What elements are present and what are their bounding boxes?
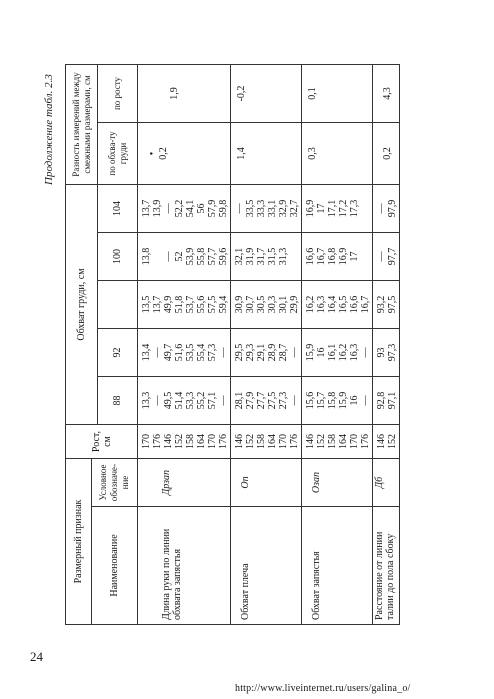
value-cell: 97,7	[387, 247, 398, 266]
height-cell: 176	[218, 434, 229, 449]
measurements-table	[65, 64, 400, 625]
diff-chest-cell: 0,2	[158, 147, 169, 160]
value-cell: 53,7	[185, 295, 196, 314]
value-cell: 57,1	[207, 391, 218, 410]
value-cell: 52	[174, 251, 185, 262]
value-cell: 15,8	[327, 391, 338, 410]
value-cell: 59,4	[218, 295, 229, 314]
value-cell: 16,7	[316, 247, 327, 266]
value-cell: 97,9	[387, 199, 398, 218]
value-cell: 49,5	[163, 391, 174, 410]
value-cell: 30,3	[267, 295, 278, 314]
value-cell: 97,3	[387, 343, 398, 362]
height-cell: 152	[174, 434, 185, 449]
header-diff-chest: по обхва-ту груди	[98, 122, 138, 184]
value-cell: 17,3	[349, 199, 360, 218]
value-cell: —	[152, 395, 163, 406]
value-cell: 16,3	[316, 295, 327, 314]
value-cell: 31,9	[245, 247, 256, 266]
value-cell: —	[234, 203, 245, 214]
table-continuation-caption: Продолжение табл. 2.3	[43, 74, 55, 185]
value-cell: 51,4	[174, 391, 185, 410]
header-symbol: Условное обозначе-ние	[92, 459, 138, 507]
diff-chest-cell: 0,3	[307, 147, 318, 160]
header-chest: Обхват груди, см	[66, 184, 98, 424]
value-cell: 27,7	[256, 391, 267, 410]
value-cell: 57,7	[207, 247, 218, 266]
value-cell: 17	[349, 251, 360, 262]
table-row	[138, 64, 231, 624]
page-number: 24	[30, 649, 43, 664]
height-cell: 146	[234, 434, 245, 449]
height-cell: 176	[289, 434, 300, 449]
diff-chest-cell: 1,4	[236, 147, 247, 160]
height-cell: 152	[316, 434, 327, 449]
value-cell: 55,8	[196, 247, 207, 266]
value-cell: 16,9	[305, 199, 316, 218]
height-cell: 152	[387, 434, 398, 449]
value-cell: 29,1	[256, 343, 267, 362]
value-cell: —	[218, 395, 229, 406]
header-feature: Размерный признак	[66, 459, 92, 625]
value-cell	[360, 187, 371, 230]
table-row	[373, 64, 400, 624]
value-cell: 13,3	[141, 391, 152, 410]
height-cell: 164	[196, 434, 207, 449]
value-cell: 30,7	[245, 295, 256, 314]
height-cell: 164	[267, 434, 278, 449]
height-cell: 176	[152, 434, 163, 449]
value-cell: 15,7	[316, 391, 327, 410]
height-cell: 176	[360, 434, 371, 449]
value-cell: —	[360, 347, 371, 358]
value-cell: 31,7	[256, 247, 267, 266]
value-cell: 16,2	[338, 343, 349, 362]
value-cell: 13,8	[141, 247, 152, 266]
value-cell: 51,8	[174, 295, 185, 314]
value-cell: 33,5	[245, 199, 256, 218]
value-cell: 30,1	[278, 295, 289, 314]
value-cell: 57,5	[207, 295, 218, 314]
value-cell: —	[289, 395, 300, 406]
value-cell: 93	[376, 347, 387, 358]
value-cell: 29,9	[289, 295, 300, 314]
value-cell: 55,2	[196, 391, 207, 410]
value-cell: 16,4	[327, 295, 338, 314]
height-cell: 170	[207, 434, 218, 449]
header-chest-96	[98, 281, 138, 329]
header-chest-92: 92	[98, 329, 138, 377]
value-cell: 32,9	[278, 199, 289, 218]
value-cell: 33,1	[267, 199, 278, 218]
value-cell: 16,9	[338, 247, 349, 266]
value-cell: 27,9	[245, 391, 256, 410]
value-cell: 16,3	[349, 343, 360, 362]
value-cell: 16	[316, 347, 327, 358]
value-cell: 16,5	[338, 295, 349, 314]
value-cell: 57,3	[207, 343, 218, 362]
height-cell: 158	[327, 434, 338, 449]
height-cell: 146	[376, 434, 387, 449]
value-cell: 31,5	[267, 247, 278, 266]
value-cell: 27,3	[278, 391, 289, 410]
value-cell: 59,6	[218, 247, 229, 266]
value-cell: —	[376, 251, 387, 262]
value-cell: 13,7	[152, 295, 163, 314]
value-cell: 56	[196, 203, 207, 214]
value-cell: 33,3	[256, 199, 267, 218]
row-name: Длина руки по линии обхвата запястья	[161, 528, 183, 620]
header-name: Наименование	[92, 507, 138, 625]
row-symbol: Озап	[311, 471, 322, 494]
value-cell: 16,2	[305, 295, 316, 314]
value-cell: 16,7	[360, 295, 371, 314]
header-height: Рост, см	[66, 425, 138, 459]
value-cell	[152, 235, 163, 278]
value-cell: 28,7	[278, 343, 289, 362]
value-cell: 13,5	[141, 295, 152, 314]
value-cell: 16,8	[327, 247, 338, 266]
value-cell: 16,6	[349, 295, 360, 314]
value-cell: 28,1	[234, 391, 245, 410]
value-cell: 29,3	[245, 343, 256, 362]
diff-height-cell: 1,9	[169, 87, 180, 100]
value-cell: 53,3	[185, 391, 196, 410]
diff-chest-cell: •	[147, 151, 158, 156]
value-cell: —	[152, 347, 163, 358]
value-cell: 32,1	[234, 247, 245, 266]
value-cell: 16	[349, 395, 360, 406]
value-cell: 55,4	[196, 343, 207, 362]
header-chest-88: 88	[98, 377, 138, 425]
row-symbol: Оп	[240, 476, 251, 489]
value-cell: 49,7	[163, 343, 174, 362]
value-cell: 29,5	[234, 343, 245, 362]
value-cell: 17,1	[327, 199, 338, 218]
row-name: Обхват плеча	[240, 563, 251, 620]
value-cell: —	[360, 395, 371, 406]
value-cell: 53,5	[185, 343, 196, 362]
value-cell: 13,7	[141, 199, 152, 218]
value-cell: 15,9	[338, 391, 349, 410]
value-cell: 27,5	[267, 391, 278, 410]
value-cell: 32,7	[289, 199, 300, 218]
height-cell: 170	[141, 434, 152, 449]
value-cell: 17	[316, 203, 327, 214]
value-cell: 28,9	[267, 343, 278, 362]
header-diff-height: по росту	[98, 64, 138, 122]
diff-height-cell: -0,2	[236, 85, 247, 102]
value-cell: 97,1	[387, 391, 398, 410]
height-cell: 146	[163, 434, 174, 449]
height-cell: 164	[338, 434, 349, 449]
table-row	[231, 64, 302, 624]
value-cell: —	[218, 347, 229, 358]
value-cell: 17,2	[338, 199, 349, 218]
footer-url: http://www.liveinternet.ru/users/galina_o/	[235, 683, 411, 694]
value-cell: —	[163, 203, 174, 214]
value-cell: —	[376, 203, 387, 214]
value-cell: —	[163, 251, 174, 262]
row-name: Обхват запястья	[311, 551, 322, 620]
header-diff: Разность измерений между смежными размерами, см	[66, 64, 98, 184]
value-cell: 51,6	[174, 343, 185, 362]
header-chest-104: 104	[98, 184, 138, 232]
value-cell: 52,2	[174, 199, 185, 218]
value-cell: 13,4	[141, 343, 152, 362]
height-cell: 158	[256, 434, 267, 449]
value-cell: 15,6	[305, 391, 316, 410]
row-name: Расстояние от линии талии до пола сбоку	[374, 531, 396, 620]
height-cell: 152	[245, 434, 256, 449]
value-cell: 55,6	[196, 295, 207, 314]
diff-chest-cell: 0,2	[382, 147, 393, 160]
height-cell: 158	[185, 434, 196, 449]
value-cell: 59,8	[218, 199, 229, 218]
value-cell: 49,9	[163, 295, 174, 314]
value-cell: 16,1	[327, 343, 338, 362]
diff-height-cell: 4,3	[382, 87, 393, 100]
value-cell: 57,9	[207, 199, 218, 218]
height-cell: 170	[278, 434, 289, 449]
value-cell: 13,9	[152, 199, 163, 218]
value-cell: 53,9	[185, 247, 196, 266]
value-cell: 92,8	[376, 391, 387, 410]
value-cell: 31,3	[278, 247, 289, 266]
value-cell: 54,1	[185, 199, 196, 218]
row-symbol: Дрзап	[161, 469, 172, 496]
row-symbol: Дб	[374, 476, 385, 489]
diff-height-cell: 0,1	[307, 87, 318, 100]
value-cell: 30,5	[256, 295, 267, 314]
height-cell: 170	[349, 434, 360, 449]
value-cell: 93,2	[376, 295, 387, 314]
value-cell: 15,9	[305, 343, 316, 362]
value-cell: 16,6	[305, 247, 316, 266]
value-cell: 97,5	[387, 295, 398, 314]
rotated-table-block	[43, 65, 494, 625]
header-chest-100: 100	[98, 233, 138, 281]
value-cell: 30,9	[234, 295, 245, 314]
value-cell	[360, 235, 371, 278]
table-row	[302, 64, 373, 624]
value-cell	[289, 235, 300, 278]
value-cell: —	[289, 347, 300, 358]
height-cell: 146	[305, 434, 316, 449]
